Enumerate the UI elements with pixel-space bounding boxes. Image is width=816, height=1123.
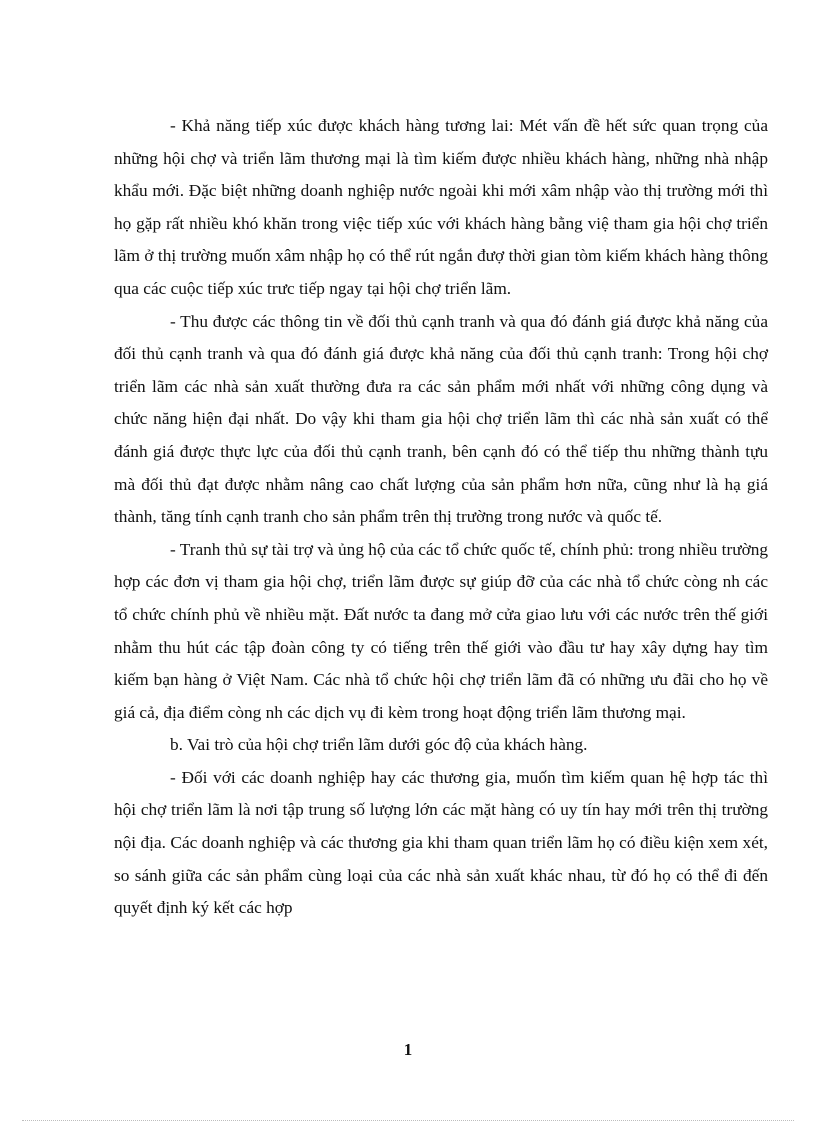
paragraph-future-customers: - Khả năng tiếp xúc được khách hàng tương lai: Mét vấn đề hết sức quan trọng của những hội chợ và triển lãm thương mại là tìm kiếm được nhiều khách hàng, những nhà nhập khẩu mới. Đặc biệt những doanh nghiệp nước ngoài khi mới xâm nhập vào thị trường mới thì họ gặp rất nhiều khó khăn trong việc tiếp xúc với khách hàng bằng việ tham gia hội chợ triển lãm ở thị trường muốn xâm nhập họ có thể rút ngắn đượ thời gian tòm kiếm khách hàng thông qua các cuộc tiếp xúc trưc tiếp ngay tại hội chợ triển lãm. (114, 116, 768, 298)
paragraph-businesses: - Đối với các doanh nghiệp hay các thương gia, muốn tìm kiếm quan hệ hợp tác thì hội chợ triển lãm là nơi tập trung số lượng lớn các mặt hàng có uy tín hay mới trên thị trường nội địa. Các doanh nghiệp và các thương gia khi tham quan triển lãm họ có điều kiện xem xét, so sánh giữa các sản phẩm cùng loại của các nhà sản xuất khác nhau, từ đó họ có thể đi đến quyết định ký kết các hợp (114, 767, 768, 918)
page-bottom-divider (22, 1120, 794, 1121)
paragraph-sponsorship: - Tranh thủ sự tài trợ và ủng hộ của các tổ chức quốc tế, chính phủ: trong nhiều trường hợp các đơn vị tham gia hội chợ, triển lãm được sự giúp đỡ của các nhà tổ chức còng nh các tổ chức chính phủ về nhiều mặt. Đất nước ta đang mở cửa giao lưu với các nước trên thế giới nhằm thu hút các tập đoàn công ty có tiếng trên thế giới vào đầu tư hay xây dựng hay tìm kiếm bạn hàng ở Việt Nam. Các nhà tổ chức hội chợ triển lãm đã có những ưu đãi cho họ về giá cả, địa điểm còng nh các dịch vụ đi kèm trong hoạt động triển lãm thương mại. (114, 539, 768, 722)
section-heading-customer-role: b. Vai trò của hội chợ triển lãm dưới góc độ của khách hàng. (170, 735, 588, 755)
page-number: 1 (403, 1040, 413, 1059)
body-text (114, 110, 768, 925)
paragraph-competitor-info: - Thu được các thông tin về đối thủ cạnh tranh và qua đó đánh giá được khả năng của đối thủ cạnh tranh và qua đó đánh giá được khả năng của đối thủ cạnh tranh: Trong hội chợ triển lãm các nhà sản xuất thường đưa ra các sản phẩm mới nhất với những công dụng và chức năng hiện đại nhất. Do vậy khi tham gia hội chợ triển lãm thì các nhà sản xuất có thể đánh giá được thực lực của đối thủ cạnh tranh, bên cạnh đó có thể tiếp thu những thành tựu mà đối thủ đạt được nhằm nâng cao chất lượng của sản phẩm hơn nữa, cũng như là hạ giá thành, tăng tính cạnh tranh cho sản phẩm trên thị trường trong nước và quốc tế. (114, 311, 768, 527)
